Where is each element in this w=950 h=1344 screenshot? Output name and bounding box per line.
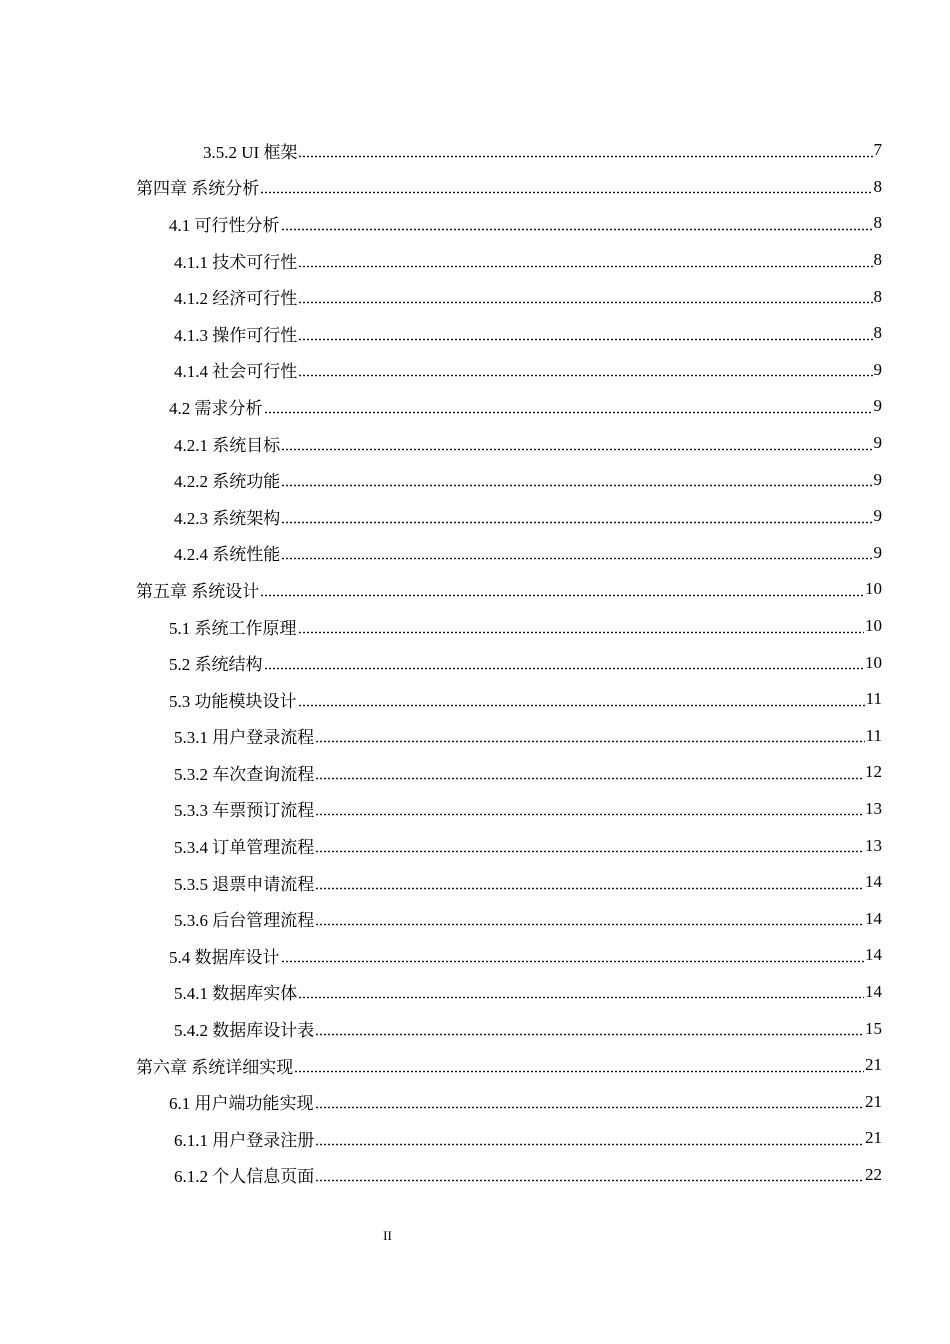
toc-entry-title: 5.3 功能模块设计 <box>169 691 297 711</box>
toc-dot-leader <box>281 471 872 488</box>
toc-entry-title: 6.1 用户端功能实现 <box>169 1094 314 1114</box>
toc-entry-page: 9 <box>873 469 882 489</box>
toc-entry-page: 14 <box>865 945 882 965</box>
toc-entry-page: 10 <box>865 652 882 672</box>
toc-dot-leader <box>315 910 864 927</box>
toc-entry[interactable] <box>0 388 950 425</box>
toc-dot-leader <box>281 544 872 561</box>
toc-entry-title: 4.2.3 系统架构 <box>174 508 281 528</box>
toc-entry[interactable] <box>0 900 950 937</box>
toc-entry-title: 4.1.2 经济可行性 <box>174 289 298 309</box>
toc-dot-leader <box>298 325 872 342</box>
toc-entry-page: 13 <box>865 835 882 855</box>
toc-entry[interactable] <box>0 1120 950 1157</box>
toc-entry[interactable] <box>0 571 950 608</box>
toc-entry-title: 4.1.1 技术可行性 <box>174 252 298 272</box>
toc-entry-title: 5.3.6 后台管理流程 <box>174 911 315 931</box>
toc-dot-leader <box>281 508 872 525</box>
toc-dot-leader <box>264 398 873 415</box>
toc-entry-title: 5.2 系统结构 <box>169 655 263 675</box>
toc-dot-leader <box>315 1093 865 1110</box>
toc-entry-title: 5.3.4 订单管理流程 <box>174 838 315 858</box>
toc-dot-leader <box>298 983 864 1000</box>
toc-entry-title: 6.1.1 用户登录注册 <box>174 1130 315 1150</box>
toc-entry-page: 11 <box>865 689 882 709</box>
toc-dot-leader <box>294 1057 864 1074</box>
toc-entry[interactable] <box>0 827 950 864</box>
page-number: II <box>383 1228 392 1243</box>
toc-entry-page: 12 <box>865 762 882 782</box>
toc-entry-page: 14 <box>865 908 882 928</box>
toc-entry-page: 8 <box>873 323 882 343</box>
toc-entry-title: 5.4.1 数据库实体 <box>174 984 298 1004</box>
toc-entry[interactable] <box>0 864 950 901</box>
toc-dot-leader <box>315 1020 864 1037</box>
toc-entry-page: 9 <box>873 359 882 379</box>
toc-dot-leader <box>315 764 864 781</box>
toc-entry[interactable] <box>0 974 950 1011</box>
toc-entry-title: 5.3.2 车次查询流程 <box>174 764 315 784</box>
toc-entry-title: 第四章 系统分析 <box>136 179 260 199</box>
toc-entry[interactable] <box>0 535 950 572</box>
toc-entry-title: 4.2 需求分析 <box>169 398 263 418</box>
toc-dot-leader <box>298 691 865 708</box>
toc-dot-leader <box>298 618 865 635</box>
toc-entry[interactable] <box>0 608 950 645</box>
toc-entry-page: 22 <box>865 1164 882 1184</box>
toc-entry-page: 8 <box>873 176 882 196</box>
toc-entry[interactable] <box>0 718 950 755</box>
toc-entry-page: 14 <box>865 872 882 892</box>
toc-entry[interactable] <box>0 1010 950 1047</box>
toc-entry-page: 21 <box>865 1055 882 1075</box>
toc-entry[interactable] <box>0 242 950 279</box>
toc-entry[interactable] <box>0 278 950 315</box>
toc-dot-leader <box>315 727 864 744</box>
toc-dot-leader <box>315 1130 864 1147</box>
toc-dot-leader <box>298 142 872 159</box>
toc-entry-title: 5.4 数据库设计 <box>169 947 280 967</box>
toc-entry-page: 21 <box>865 1128 882 1148</box>
toc-entry[interactable] <box>0 461 950 498</box>
toc-entry[interactable] <box>0 425 950 462</box>
toc-dot-leader <box>315 1166 864 1183</box>
toc-entry-title: 6.1.2 个人信息页面 <box>174 1167 315 1187</box>
toc-entry-title: 4.1 可行性分析 <box>169 215 280 235</box>
toc-entry-title: 第五章 系统设计 <box>136 581 260 601</box>
toc-dot-leader <box>260 178 872 195</box>
toc-dot-leader <box>281 215 873 232</box>
toc-entry[interactable] <box>0 937 950 974</box>
toc-entry[interactable] <box>0 1083 950 1120</box>
toc-entry-page: 10 <box>865 579 882 599</box>
toc-dot-leader <box>260 581 864 598</box>
toc-entry[interactable] <box>0 791 950 828</box>
toc-entry-title: 5.3.1 用户登录流程 <box>174 728 315 748</box>
toc-entry[interactable] <box>0 1157 950 1194</box>
toc-entry-page: 10 <box>865 616 882 636</box>
toc-entry-page: 7 <box>873 140 882 160</box>
toc-entry-page: 9 <box>873 396 882 416</box>
toc-entry-title: 5.1 系统工作原理 <box>169 618 297 638</box>
toc-dot-leader <box>281 947 865 964</box>
toc-entry[interactable] <box>0 169 950 206</box>
toc-dot-leader <box>298 288 872 305</box>
toc-entry[interactable] <box>0 754 950 791</box>
toc-entry-page: 8 <box>873 250 882 270</box>
toc-entry-page: 9 <box>873 542 882 562</box>
toc-entry-title: 5.3.3 车票预订流程 <box>174 801 315 821</box>
toc-entry[interactable] <box>0 205 950 242</box>
toc-entry-page: 8 <box>873 286 882 306</box>
toc-entry[interactable] <box>0 498 950 535</box>
toc-entry-page: 9 <box>873 506 882 526</box>
toc-entry-page: 11 <box>865 725 882 745</box>
toc-dot-leader <box>298 361 872 378</box>
toc-dot-leader <box>315 800 864 817</box>
toc-dot-leader <box>315 874 864 891</box>
toc-entry[interactable] <box>0 352 950 389</box>
toc-entry-page: 9 <box>873 433 882 453</box>
toc-entry-title: 3.5.2 UI 框架 <box>203 142 298 162</box>
toc-entry-page: 14 <box>865 981 882 1001</box>
table-of-contents <box>0 132 950 1193</box>
toc-dot-leader <box>298 252 872 269</box>
toc-entry-title: 4.2.1 系统目标 <box>174 435 281 455</box>
toc-entry-title: 4.2.2 系统功能 <box>174 472 281 492</box>
toc-entry[interactable] <box>0 132 950 169</box>
toc-entry-title: 5.3.5 退票申请流程 <box>174 874 315 894</box>
toc-entry-page: 8 <box>873 213 882 233</box>
toc-entry[interactable] <box>0 644 950 681</box>
toc-entry-title: 4.1.4 社会可行性 <box>174 362 298 382</box>
toc-dot-leader <box>264 654 865 671</box>
toc-entry[interactable] <box>0 681 950 718</box>
toc-entry[interactable] <box>0 1047 950 1084</box>
toc-dot-leader <box>281 435 872 452</box>
toc-entry-title: 4.2.4 系统性能 <box>174 545 281 565</box>
toc-entry-title: 4.1.3 操作可行性 <box>174 325 298 345</box>
toc-entry-title: 5.4.2 数据库设计表 <box>174 1021 315 1041</box>
toc-entry[interactable] <box>0 315 950 352</box>
toc-dot-leader <box>315 837 864 854</box>
toc-entry-page: 13 <box>865 798 882 818</box>
toc-entry-page: 21 <box>865 1091 882 1111</box>
toc-entry-title: 第六章 系统详细实现 <box>136 1057 294 1077</box>
toc-entry-page: 15 <box>865 1018 882 1038</box>
